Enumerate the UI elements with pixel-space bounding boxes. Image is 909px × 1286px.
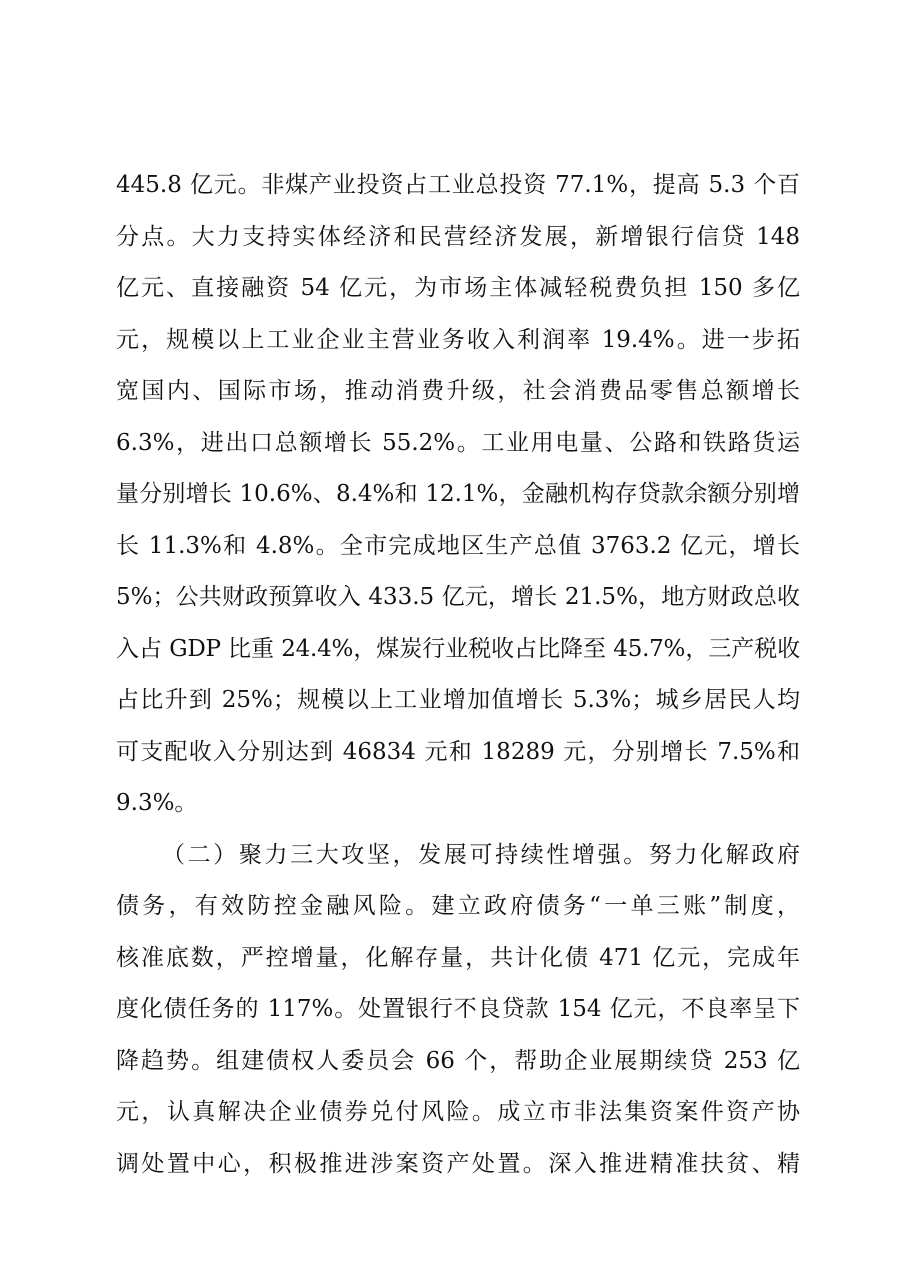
- text-line: 亿元、直接融资 54 亿元，为市场主体减轻税费负担 150 多亿: [116, 275, 800, 301]
- text-line: 宽国内、国际市场，推动消费升级，社会消费品零售总额增长: [116, 378, 800, 404]
- text-line: 可支配收入分别达到 46834 元和 18289 元，分别增长 7.5%和: [116, 738, 800, 765]
- text-line: 占比升到 25%；规模以上工业增加值增长 5.3%；城乡居民人均: [116, 687, 800, 713]
- text-line: 6.3%，进出口总额增长 55.2%。工业用电量、公路和铁路货运: [116, 429, 800, 456]
- paragraph-end-line: 9.3%。: [116, 790, 198, 816]
- text-line: 核准底数，严控增量，化解存量，共计化债 471 亿元，完成年: [116, 944, 800, 971]
- text-line: 入占 GDP 比重 24.4%，煤炭行业税收占比降至 45.7%，三产税收: [116, 635, 800, 662]
- text-line: 分点。大力支持实体经济和民营经济发展，新增银行信贷 148: [116, 223, 800, 250]
- text-line: 调处置中心，积极推进涉案资产处置。深入推进精准扶贫、精: [116, 1150, 800, 1177]
- text-line: 度化债任务的 117%。处置银行不良贷款 154 亿元，不良率呈下: [116, 996, 800, 1022]
- body-text: [116, 160, 800, 1190]
- text-line: 降趋势。组建债权人委员会 66 个，帮助企业展期续贷 253 亿: [116, 1047, 800, 1074]
- text-line: 量分别增长 10.6%、8.4%和 12.1%，金融机构存贷款余额分别增: [116, 481, 800, 507]
- text-line: 445.8 亿元。非煤产业投资占工业总投资 77.1%，提高 5.3 个百: [116, 172, 800, 198]
- text-line: 元，规模以上工业企业主营业务收入利润率 19.4%。进一步拓: [116, 326, 800, 353]
- section-heading-line: （二）聚力三大攻坚，发展可持续性增强。努力化解政府: [162, 841, 800, 868]
- text-line: 元，认真解决企业债券兑付风险。成立市非法集资案件资产协: [116, 1099, 800, 1125]
- text-line: 债务，有效防控金融风险。建立政府债务“一单三账”制度，: [116, 893, 800, 919]
- text-line: 长 11.3%和 4.8%。全市完成地区生产总值 3763.2 亿元，增长: [116, 532, 800, 559]
- text-line: 5%；公共财政预算收入 433.5 亿元，增长 21.5%，地方财政总收: [116, 584, 800, 610]
